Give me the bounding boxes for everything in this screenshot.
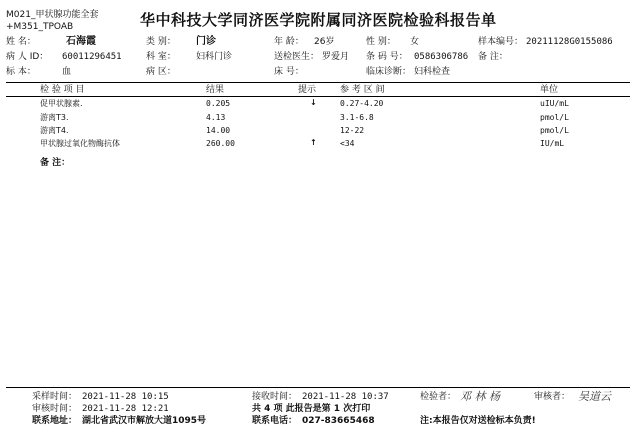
specimen-label: 标 本：	[6, 67, 36, 77]
row-result: 0.205	[206, 99, 231, 108]
row-ref: 3.1-6.8	[340, 113, 374, 122]
row-flag: ↑	[310, 138, 317, 147]
header-result: 结果	[206, 85, 225, 95]
bed-label: 床 号：	[274, 67, 304, 77]
row-item: 游离T4.	[40, 126, 69, 135]
header-item: 检 验 项 目	[40, 85, 85, 95]
row-flag: ↓	[310, 98, 317, 107]
barcode: 0586306786	[414, 52, 469, 62]
notes-label: 备 注：	[40, 158, 71, 168]
disclaimer: 注:本报告仅对送检标本负责!	[420, 416, 536, 426]
header-ref: 参 考 区 间	[340, 85, 385, 95]
tester-label: 检验者：	[420, 392, 457, 402]
address: 湖北省武汉市解放大道1095号	[82, 416, 207, 426]
receive-label: 接收时间：	[252, 392, 298, 402]
collect-label: 采样时间：	[32, 392, 78, 402]
print-count: 共 4 项 此报告是第 1 次打印	[252, 404, 371, 414]
doctor-label: 送检医生：	[274, 52, 320, 62]
row-unit: pmol/L	[540, 126, 569, 135]
row-item: 游离T3.	[40, 113, 69, 122]
report-title: 华中科技大学同济医学院附属同济医院检验科报告单	[140, 11, 497, 29]
dept-label: 科 室：	[146, 52, 176, 62]
footer-rule	[6, 387, 630, 388]
audit-time-label: 审核时间：	[32, 404, 78, 414]
audit-time: 2021-11-28 12:21	[82, 404, 169, 414]
row-unit: uIU/mL	[540, 99, 569, 108]
patient-category: 门诊	[196, 36, 216, 47]
phone: 027-83665468	[302, 416, 375, 426]
remark-label: 备 注：	[478, 52, 508, 62]
row-result: 260.00	[206, 139, 235, 148]
table-top-rule	[6, 82, 630, 83]
barcode-label: 条 码 号：	[366, 52, 408, 62]
tester-signature: 邓 林 杨	[460, 390, 500, 403]
sex-label: 性 别：	[366, 37, 396, 47]
age-label: 年 龄：	[274, 37, 304, 47]
row-result: 14.00	[206, 126, 231, 135]
sample-no-label: 样本编号：	[478, 37, 524, 47]
header-unit: 单位	[540, 85, 559, 95]
address-label: 联系地址：	[32, 416, 78, 426]
row-ref: <34	[340, 139, 355, 148]
row-result: 4.13	[206, 113, 226, 122]
patient-id: 60011296451	[62, 52, 122, 62]
patient-name: 石海霞	[66, 36, 96, 47]
row-ref: 12-22	[340, 126, 365, 135]
diagnosis-label: 临床诊断：	[366, 67, 412, 77]
doctor: 罗爱月	[322, 52, 350, 62]
patient-sex: 女	[410, 37, 420, 47]
patient-id-label: 病 人 ID：	[6, 52, 49, 62]
row-unit: pmol/L	[540, 113, 569, 122]
row-item: 甲状腺过氧化物酶抗体	[40, 139, 120, 148]
ward-label: 病 区：	[146, 67, 176, 77]
test-code: M021_甲状腺功能全套	[6, 10, 99, 20]
row-ref: 0.27-4.20	[340, 99, 384, 108]
category-label: 类 别：	[146, 37, 176, 47]
patient-age: 26岁	[314, 37, 335, 47]
row-item: 促甲状腺素.	[40, 99, 83, 108]
diagnosis: 妇科检查	[414, 67, 451, 77]
sample-no: 20211128G0155086	[526, 37, 613, 47]
auditor-signature: 吴道云	[578, 390, 611, 403]
header-flag: 提示	[298, 85, 317, 95]
receive-time: 2021-11-28 10:37	[302, 392, 389, 402]
specimen: 血	[62, 67, 72, 77]
auditor-label: 审核者：	[534, 392, 571, 402]
dept: 妇科门诊	[196, 52, 233, 62]
row-unit: IU/mL	[540, 139, 565, 148]
name-label: 姓 名：	[6, 37, 36, 47]
phone-label: 联系电话：	[252, 416, 298, 426]
collect-time: 2021-11-28 10:15	[82, 392, 169, 402]
test-code-secondary: +M351_TPOAB	[6, 22, 74, 32]
table-header-rule	[6, 96, 630, 97]
